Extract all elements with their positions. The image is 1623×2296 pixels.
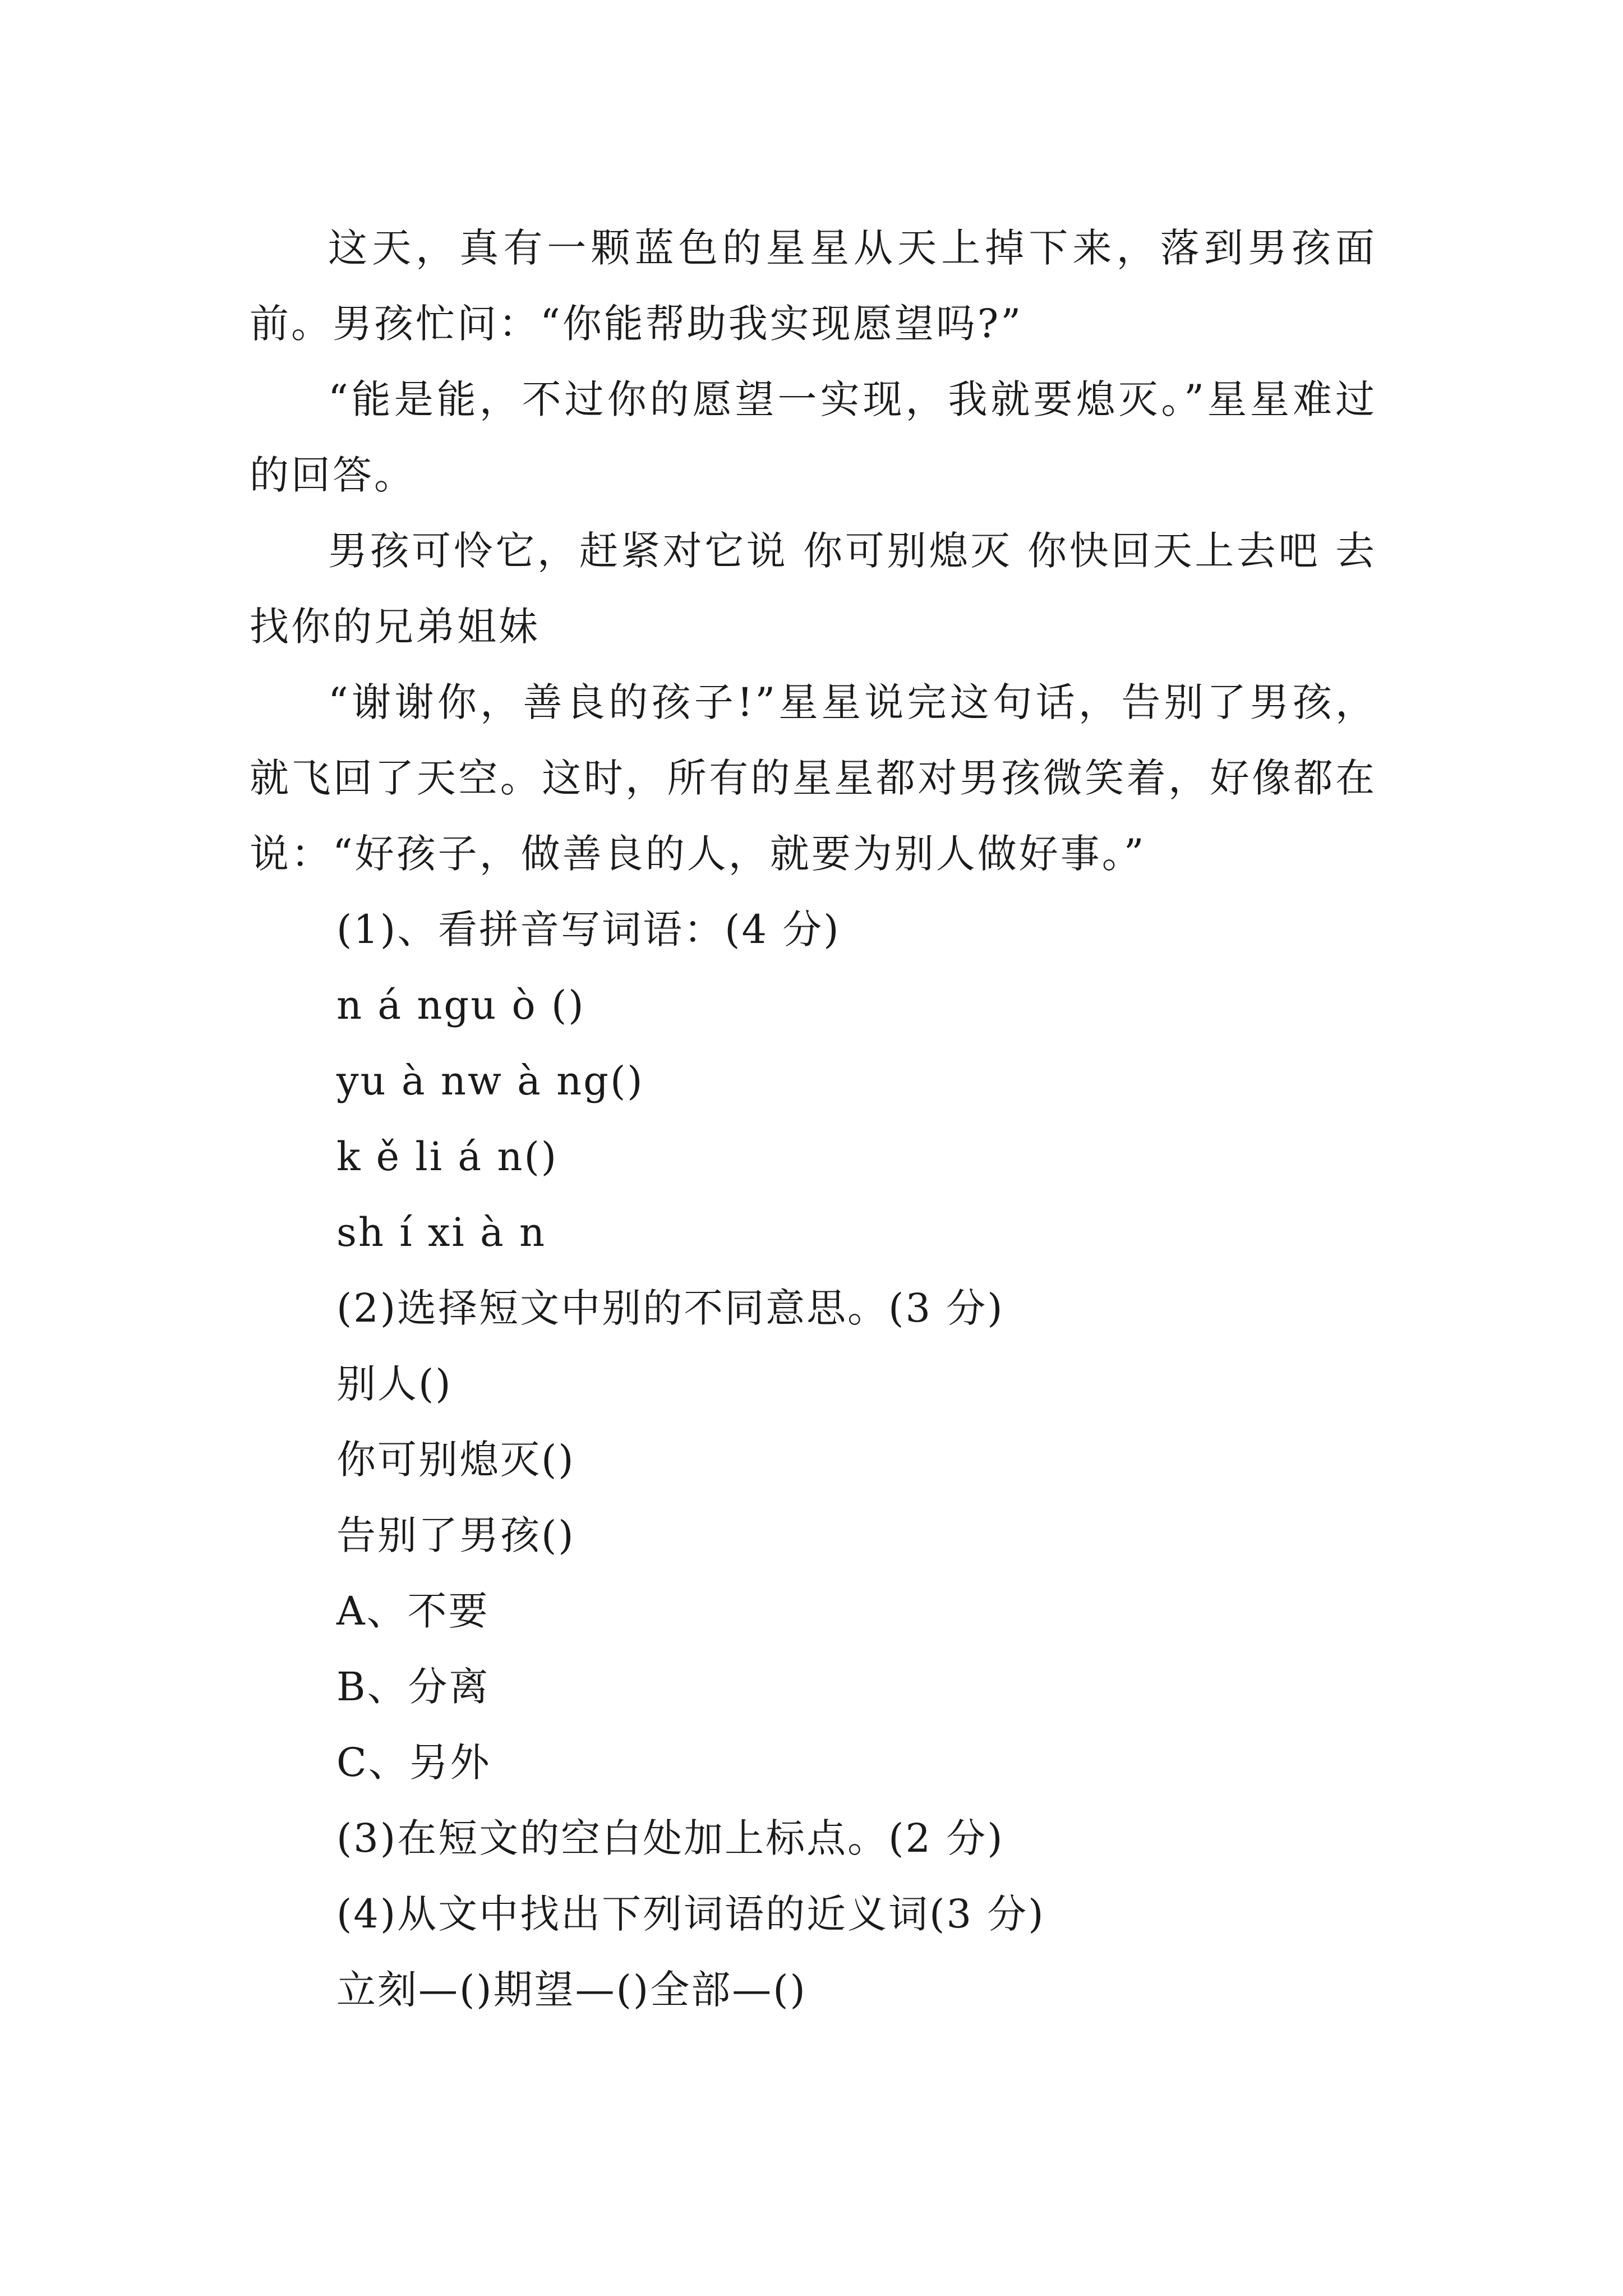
question-4-title: (4)从文中找出下列词语的近义词(3 分): [336, 1891, 1045, 1937]
option-item: B、分离: [336, 1664, 490, 1710]
option-item: C、另外: [336, 1740, 491, 1786]
meaning-item: 告别了男孩(): [336, 1512, 575, 1558]
question-2-title: (2)选择短文中别的不同意思。(3 分): [336, 1285, 1004, 1331]
meaning-item: 别人(): [336, 1361, 453, 1407]
story-paragraph-2: “能是能，不过你的愿望一实现，我就要熄灭。”星星难过的回答。: [250, 376, 1377, 498]
pinyin-item: k ě li á n(): [336, 1134, 559, 1180]
option-item: A、不要: [336, 1588, 490, 1634]
pinyin-item: yu à nw à ng(): [336, 1058, 644, 1104]
story-paragraph-1: 这天，真有一颗蓝色的星星从天上掉下来，落到男孩面前。男孩忙问：“你能帮助我实现愿望吗?”: [250, 225, 1377, 347]
pinyin-item: sh í xi à n: [336, 1209, 547, 1255]
story-paragraph-4: “谢谢你，善良的孩子!”星星说完这句话，告别了男孩，就飞回了天空。这时，所有的星星都对男孩微笑着，好像都在说：“好孩子，做善良的人，就要为别人做好事。”: [250, 679, 1377, 877]
question-1-title: (1)、看拼音写词语：(4 分): [336, 907, 841, 953]
question-3-title: (3)在短文的空白处加上标点。(2 分): [336, 1815, 1004, 1861]
meaning-item: 你可别熄灭(): [336, 1437, 575, 1483]
synonym-line: 立刻—()期望—()全部—(): [336, 1967, 807, 2013]
document-body: [250, 210, 1377, 2028]
pinyin-item: n á ngu ò (): [336, 982, 585, 1028]
story-paragraph-3: 男孩可怜它，赶紧对它说 你可别熄灭 你快回天上去吧 去找你的兄弟姐妹: [250, 528, 1377, 650]
